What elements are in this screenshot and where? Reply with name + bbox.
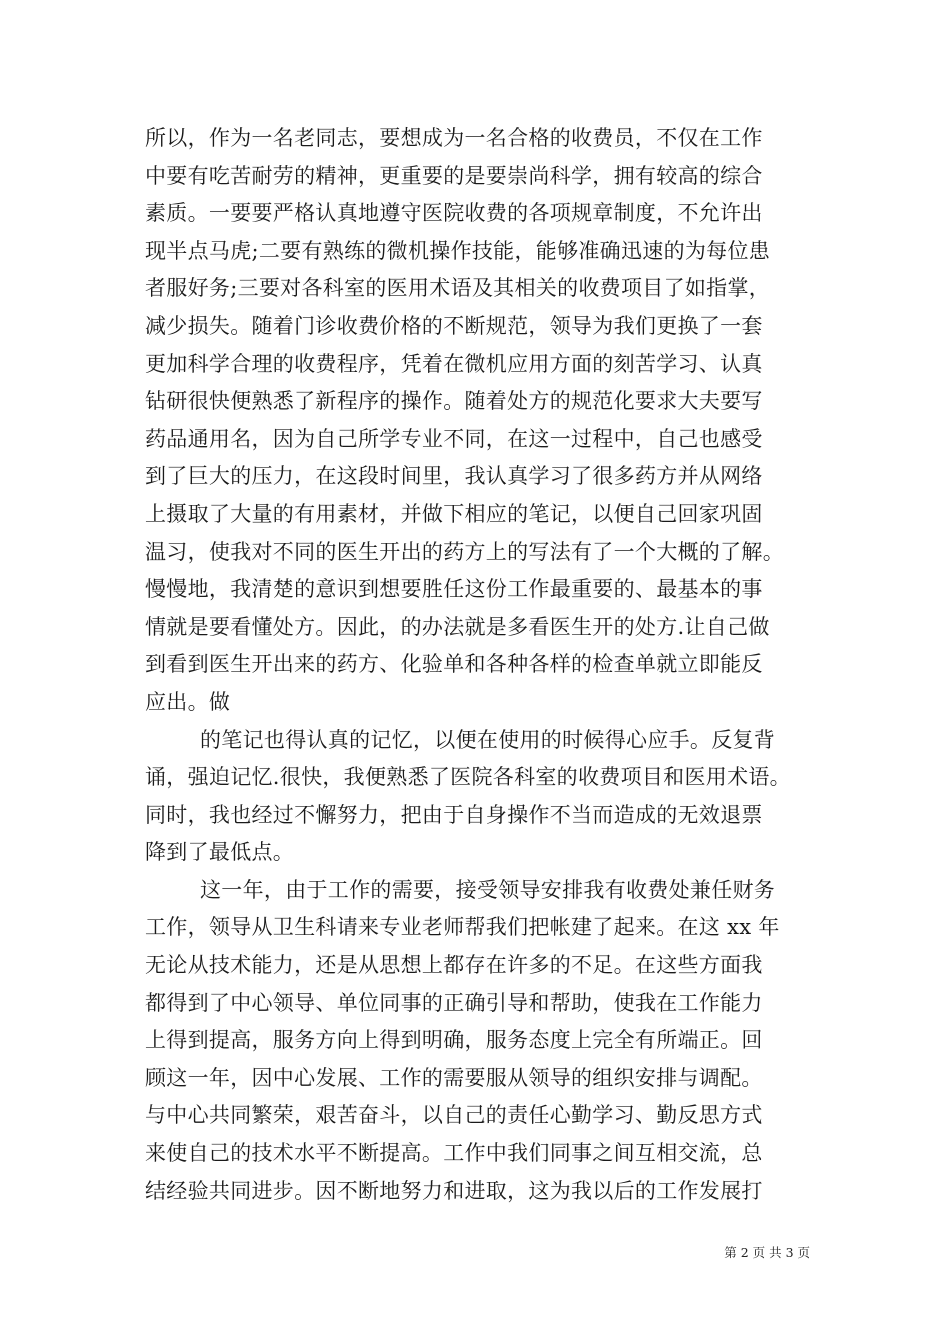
body-text [145,120,815,1210]
text-line: 者服好务;三要对各科室的医用术语及其相关的收费项目了如指掌， [145,276,771,301]
text-line: 现半点马虎;二要有熟练的微机操作技能，能够准确迅速的为每位患 [145,238,771,263]
text-line: 诵，强迫记忆.很快，我便熟悉了医院各科室的收费项目和医用术语。 [145,765,791,790]
text-line: 结经验共同进步。因不断地努力和进取，这为我以后的工作发展打 [145,1178,763,1203]
text-line: 降到了最低点。 [145,840,295,865]
text-line: 所以，作为一名老同志，要想成为一名合格的收费员，不仅在工作 [145,126,763,150]
text-line: 与中心共同繁荣，艰苦奋斗，以自己的责任心勤学习、勤反思方式 [145,1103,763,1128]
text-line: 同时，我也经过不懈努力，把由于自身操作不当而造成的无效退票 [145,802,763,827]
text-line: 情就是要看懂处方。因此，的办法就是多看医生开的处方.让自己做 [145,614,770,639]
text-line: 慢慢地，我清楚的意识到想要胜任这份工作最重要的、最基本的事 [145,577,763,602]
text-line: 来使自己的技术水平不断提高。工作中我们同事之间互相交流，总 [145,1141,763,1166]
text-line: 工作，领导从卫生科请来专业老师帮我们把帐建了起来。在这 xx 年 [145,915,780,940]
text-line: 到看到医生开出来的药方、化验单和各种各样的检查单就立即能反 [145,652,763,677]
text-line: 都得到了中心领导、单位同事的正确引导和帮助，使我在工作能力 [145,990,763,1015]
page-number: 第 2 页 共 3 页 [724,1245,810,1260]
text-line: 钻研很快便熟悉了新程序的操作。随着处方的规范化要求大夫要写 [145,389,763,414]
text-line: 无论从技术能力，还是从思想上都存在许多的不足。在这些方面我 [145,953,763,978]
text-line: 的笔记也得认真的记忆，以便在使用的时候得心应手。反复背 [200,727,776,752]
text-line: 到了巨大的压力，在这段时间里，我认真学习了很多药方并从网络 [145,464,763,489]
text-line: 温习，使我对不同的医生开出的药方上的写法有了一个大概的了解。 [145,539,784,564]
text-line: 药品通用名，因为自己所学专业不同，在这一过程中，自己也感受 [145,426,763,451]
text-line: 更加科学合理的收费程序，凭着在微机应用方面的刻苦学习、认真 [145,351,763,376]
text-line: 素质。一要要严格认真地遵守医院收费的各项规章制度，不允许出 [145,201,763,226]
text-line: 上摄取了大量的有用素材，并做下相应的笔记，以便自己回家巩固 [145,501,763,526]
text-line: 这一年，由于工作的需要，接受领导安排我有收费处兼任财务 [200,877,776,902]
text-line: 中要有吃苦耐劳的精神，更重要的是要崇尚科学，拥有较高的综合 [145,163,763,188]
text-line: 减少损失。随着门诊收费价格的不断规范，领导为我们更换了一套 [145,313,763,338]
text-line: 上得到提高，服务方向上得到明确，服务态度上完全有所端正。回 [145,1028,763,1053]
text-line: 顾这一年，因中心发展、工作的需要服从领导的组织安排与调配。 [145,1065,763,1090]
text-line: 应出。做 [145,689,231,714]
